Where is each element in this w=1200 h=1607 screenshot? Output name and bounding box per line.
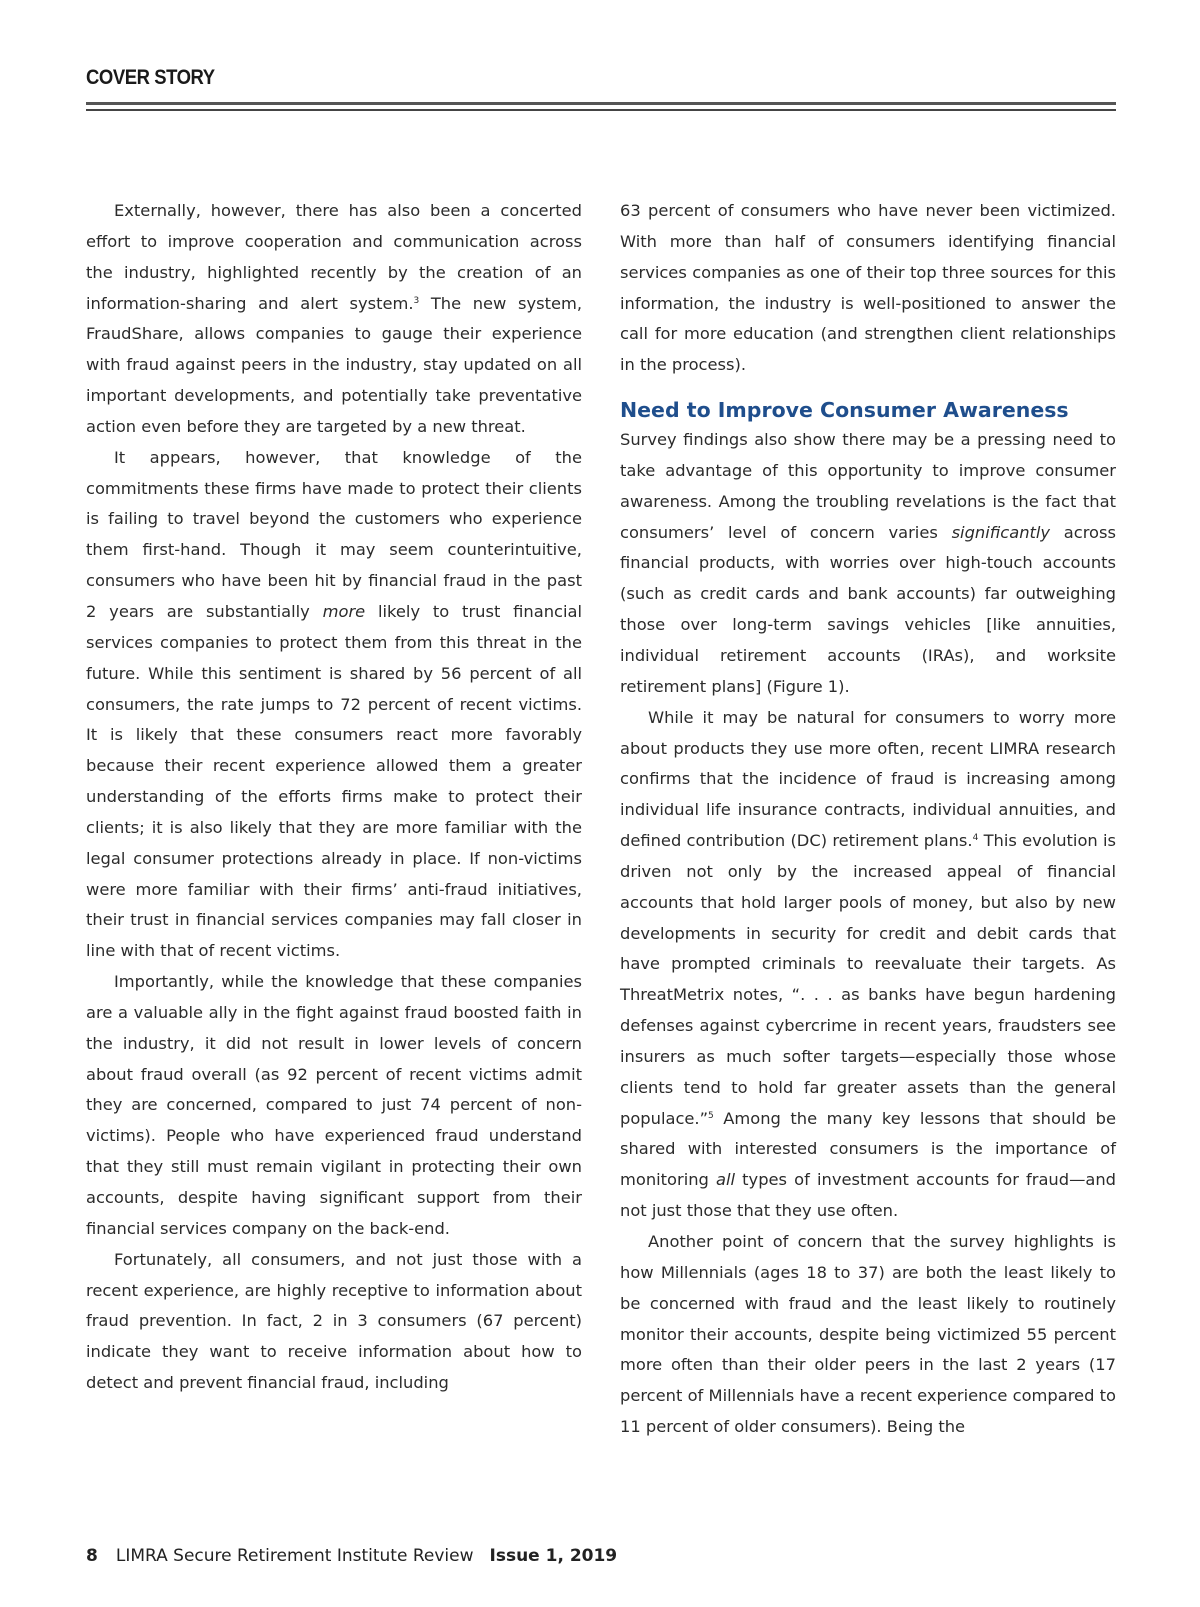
paragraph: [86, 196, 582, 443]
section-heading: Need to Improve Consumer Awareness: [620, 398, 1069, 423]
footnote-ref: 4: [972, 833, 979, 844]
paragraph: [620, 703, 1116, 1227]
text: It appears, however, that knowledge of the commitments these firms have made to protect their clients is failing to travel beyond the customers who experience them first-hand. Though it may seem counterintuitive, consumers who have been hit by financial fraud in the past 2 years are substantially: [86, 447, 582, 621]
emphasis: all: [716, 1170, 736, 1190]
text: types of investment accounts for fraud—and not just those that they use often.: [620, 1170, 1116, 1221]
page-footer: [86, 1546, 617, 1566]
header-rule: [86, 102, 1116, 105]
paragraph: Fortunately, all consumers, and not just those with a recent experience, are highly receptive to information about fraud prevention. In fact, 2 in 3 consumers (67 percent) indicate they want to receive information about how to detect and prevent financial fraud, including: [86, 1249, 582, 1393]
paragraph: Another point of concern that the survey highlights is how Millennials (ages 18 to 37) are both the least likely to be concerned with fraud and the least likely to routinely monitor their accounts, despite being victimized 55 percent more often than their older peers in the last 2 years (17 percent of Millennials have a recent experience compared to 11 percent of older consumers). Being the: [620, 1232, 1116, 1437]
emphasis: more: [322, 601, 366, 621]
text: Survey findings also show there may be a pressing need to take advantage of this opportunity to improve consumer awareness. Among the troubling revelations is the fact that consumers’ level of concern varies: [620, 430, 1116, 542]
text: Externally, however, there has also been a concerted effort to improve cooperation and communication across the industry, highlighted recently by the creation of an information-sharing and alert system.: [86, 201, 582, 313]
page-number: 8: [86, 1546, 98, 1566]
footnote-ref: 3: [413, 295, 420, 306]
text: This evolution is driven not only by the increased appeal of financial accounts that hold larger pools of money, but also by new developments in security for credit and debit cards that have prompted criminals to reevaluate their targets. As ThreatMetrix notes, “. . . as banks have begun hardening defenses against cybercrime in recent years, fraudsters see insurers as much softer targets—especially those whose clients tend to hold far greater assets than the general populace.”: [620, 831, 1116, 1128]
paragraph: [86, 443, 582, 967]
right-column: [620, 196, 1116, 1443]
paragraph: Importantly, while the knowledge that these companies are a valuable ally in the fight against fraud boosted faith in the industry, it did not result in lower levels of concern about fraud overall (as 92 percent of recent victims admit they are concerned, compared to just 74 percent of non-victims). People who have experienced fraud understand that they still must remain vigilant in protecting their own accounts, despite having significant support from their financial services company on the back-end.: [86, 972, 582, 1238]
publication-name: LIMRA Secure Retirement Institute Review: [115, 1546, 474, 1566]
section-kicker: COVER STORY: [86, 66, 215, 89]
header-rule: [86, 109, 1116, 111]
paragraph: 63 percent of consumers who have never been victimized. With more than half of consumers identifying financial services companies as one of their top three sources for this information, the industry is well-positioned to answer the call for more education (and strengthen client relationships in the process).: [620, 201, 1116, 375]
text: While it may be natural for consumers to worry more about products they use more often, recent LIMRA research confirms that the incidence of fraud is increasing among individual life insurance contracts, individual annuities, and defined contribution (DC) retirement plans.: [620, 707, 1116, 851]
text: across financial products, with worries over high-touch accounts (such as credit cards and bank accounts) far outweighing those over long-term savings vehicles [like annuities, individual retirement accounts (IRAs), and worksite retirement plans] (Figure 1).: [620, 522, 1116, 696]
text: Among the many key lessons that should be shared with interested consumers is the importance of monitoring: [620, 1108, 1116, 1190]
paragraph: [620, 425, 1116, 703]
footnote-ref: 5: [708, 1110, 714, 1121]
left-column: [86, 196, 582, 1399]
text: likely to trust financial services companies to protect them from this threat in the future. While this sentiment is shared by 56 percent of all consumers, the rate jumps to 72 percent of recent victims. It is likely that these consumers react more favorably because their recent experience allowed them a greater understanding of the efforts firms make to protect their clients; it is also likely that they are more familiar with the legal consumer protections already in place. If non-victims were more familiar with their firms’ anti-fraud initiatives, their trust in financial services companies may fall closer in line with that of recent victims.: [86, 601, 582, 961]
issue-label: Issue 1, 2019: [489, 1546, 618, 1566]
emphasis: significantly: [951, 522, 1051, 542]
text: The new system, FraudShare, allows companies to gauge their experience with fraud against peers in the industry, stay updated on all important developments, and potentially take preventative action even before they are targeted by a new threat.: [86, 293, 583, 436]
